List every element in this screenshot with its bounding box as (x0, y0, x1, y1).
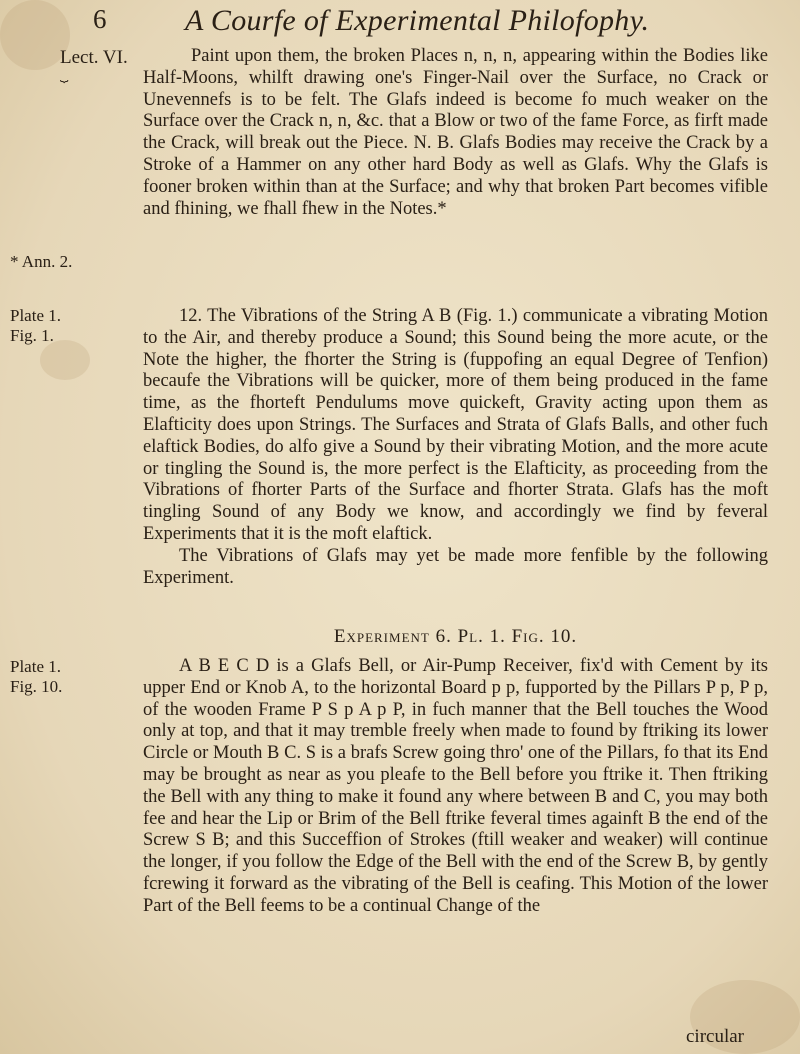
paragraph: A B E C D is a Glafs Bell, or Air-Pump Receiver, fix'd with Cement by its upper End or Knob A, to the horizontal Board p p, fupported by the Pillars P p, P p, of the wooden Frame P S p A p P, in fuch manner that the Bell touches the Wood only at top, and that it may tremble freely when made to found by ftriking its lower Circle or Mouth B C. S is a brafs Screw going thro' one of the Pillars, fo that its End may be brought as near as you pleafe to the Bell before you ftrike it. Then ftriking the Bell with any thing to make it found any where between B and C, you may both fee and hear the Lip or Brim of the Bell ftrike feveral times againft B the end of the Screw S B; and this Succeffion of Strokes (ftill weaker and weaker) will continue the longer, if you follow the Edge of the Bell with the end of the Screw B, by gently fcrewing it forward as the vibrating of the Bell is ceafing. This Motion of the lower Part of the Bell feems to be a continual Change of the (143, 656, 768, 916)
paragraph: 12. The Vibrations of the String A B (Fig. 1.) communicate a vibrating Motion to the Air, and thereby produce a Sound; this Sound being the more acute, or the Note the higher, the fhorter the String is (fuppofing an equal Degree of Tenfion) becaufe the Vibrations will be quicker, more of them being produced in the fame time, as the fhorteft Pendulums move quickeft, Gravity acting upon them as Elafticity does upon Strings. The Surfaces and Strata of Glafs Balls, and other fuch elaftick Bodies, do alfo give a Sound by their vibrating Motion, and the more acute or tingling the Sound is, the more perfect is the Elafticity, as proceeding from the Vibrations of fhorter Parts of the Surface and fhorter Strata. Glafs has the moft tingling Sound of any Body we know, and accordingly we find by feveral Experiments that it is the moft elaftick. (143, 306, 768, 544)
brace-ornament: ⏟ (60, 68, 68, 83)
margin-plate-1 (10, 306, 120, 346)
page-number: 6 (93, 4, 107, 34)
experiment-heading: Experiment 6. Pl. 1. Fig. 10. (333, 626, 578, 647)
margin-annotation (10, 252, 120, 272)
paragraph: Paint upon them, the broken Places n, n, n, appearing within the Bodies like Half-Moons, whilft drawing one's Finger-Nail over the Surface, no Crack or Unevennefs is to be felt. The Glafs indeed is become fo much weaker on the Surface over the Crack n, n, &c. that a Blow or two of the fame Force, as firft made the Crack, will break out the Piece. N. B. Glafs Bodies may receive the Crack by a Stroke of a Hammer on any other hard Body as well as Glafs. Why the Glafs is fooner broken within than at the Surface; and why that broken Part becomes vifible and fhining, we fhall fhew in the Notes.* (143, 46, 768, 219)
body-text-2 (143, 306, 768, 589)
lecture-label: Lect. VI. (60, 47, 128, 68)
plate-label: Plate 1. (10, 657, 61, 676)
page-header (0, 4, 800, 52)
running-title: A Courfe of Experimental Philofophy. (185, 4, 650, 37)
body-text-3 (143, 656, 768, 918)
fig-label: Fig. 10. (10, 677, 63, 696)
plate-label: Plate 1. (10, 306, 61, 325)
annotation-note: * Ann. 2. (10, 252, 73, 271)
margin-plate-10 (10, 657, 120, 697)
catchword: circular (685, 1026, 744, 1047)
fig-label: Fig. 1. (10, 326, 54, 345)
paragraph: The Vibrations of Glafs may yet be made more fenfible by the following Experiment. (143, 545, 768, 588)
body-text-1 (143, 46, 768, 220)
